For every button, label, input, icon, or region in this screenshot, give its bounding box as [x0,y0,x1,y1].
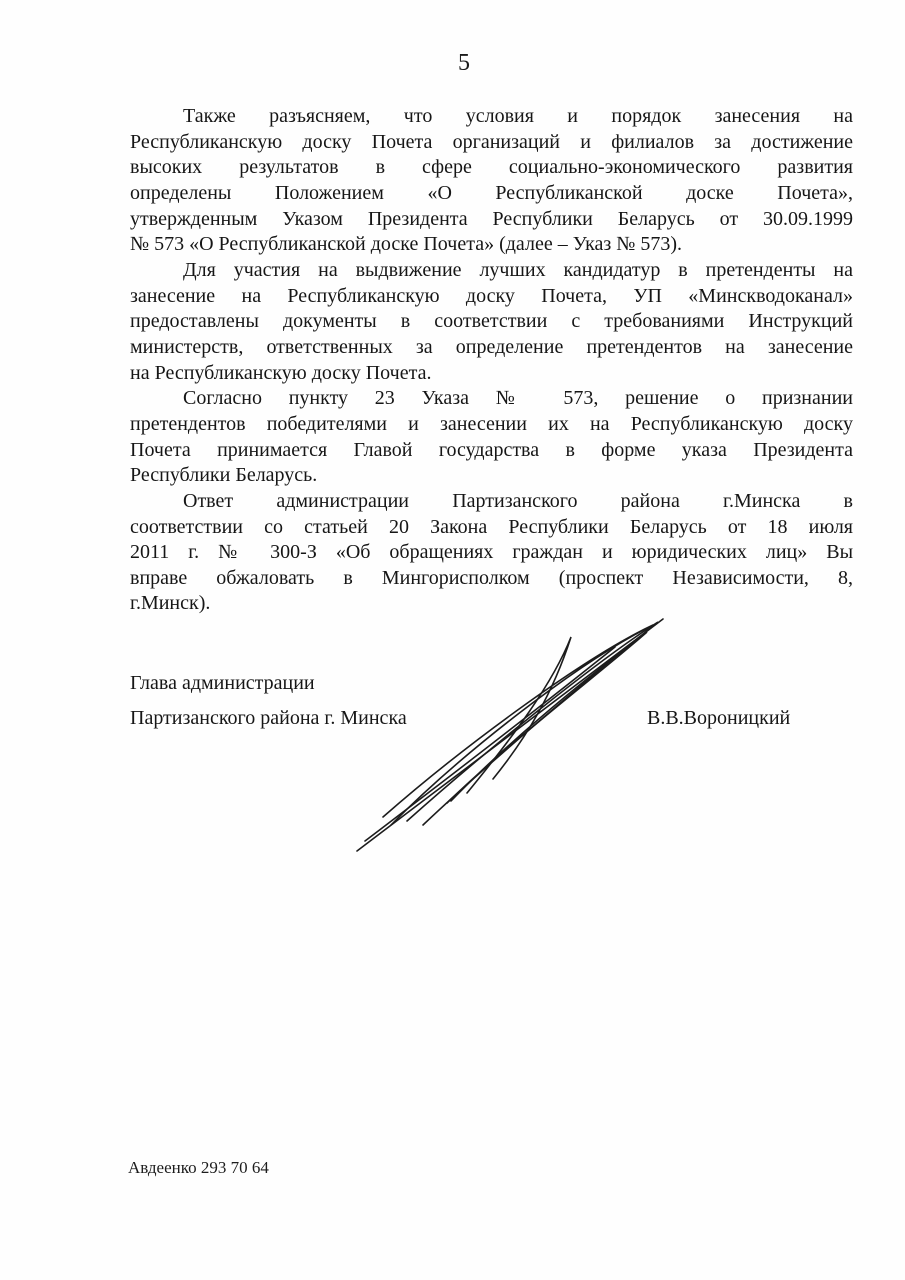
text-line: предоставлены документы в соответствии с требованиями Инструкций [130,310,853,333]
text-line: Согласно пункту 23 Указа № 573, решение о признании [183,387,853,410]
text-line: г.Минск). [130,592,211,615]
text-line: № 573 «О Республиканской доске Почета» (далее – Указ № 573). [130,233,683,256]
paragraph [130,104,853,258]
executor-contact: Авдеенко 293 70 64 [128,1158,269,1177]
text-line: определены Положением «О Республиканской доске Почета», [130,181,853,204]
text-line: высоких результатов в сфере социально-экономического развития [130,156,853,179]
page-number: 5 [458,50,470,76]
text-line: претендентов победителями и занесении их на Республиканскую доску [130,412,853,435]
text-line: соответствии со статьей 20 Закона Республики Беларусь от 18 июля [130,515,853,538]
signatory-name: В.В.Вороницкий [647,707,791,729]
text-line: занесение на Республиканскую доску Почета, УП «Минскводоканал» [130,284,853,307]
text-line: Для участия на выдвижение лучших кандидатур в претенденты на [183,258,853,281]
text-line: Почета принимается Главой государства в форме указа Президента [130,438,853,461]
text-line: Республиканскую доску Почета организаций и филиалов за достижение [130,130,853,153]
text-line: министерств, ответственных за определение претендентов на занесение [130,335,853,358]
handwritten-signature-icon [355,595,675,855]
text-line: Ответ администрации Партизанского района г.Минска в [183,489,853,512]
text-line: Также разъясняем, что условия и порядок занесения на [183,105,853,127]
signatory-title-line1: Глава администрации [130,672,315,694]
paragraph [130,258,853,386]
signatory-title-line2: Партизанского района г. Минска [130,707,407,729]
document-body [130,104,853,617]
text-line: утвержденным Указом Президента Республики Беларусь от 30.09.1999 [130,207,853,230]
paragraph [130,386,853,489]
text-line: Республики Беларусь. [130,464,318,487]
text-line: на Республиканскую доску Почета. [130,361,432,384]
text-line: вправе обжаловать в Мингорисполком (проспект Независимости, 8, [130,566,853,589]
text-line: 2011 г. № 300-З «Об обращениях граждан и юридических лиц» Вы [130,541,853,564]
